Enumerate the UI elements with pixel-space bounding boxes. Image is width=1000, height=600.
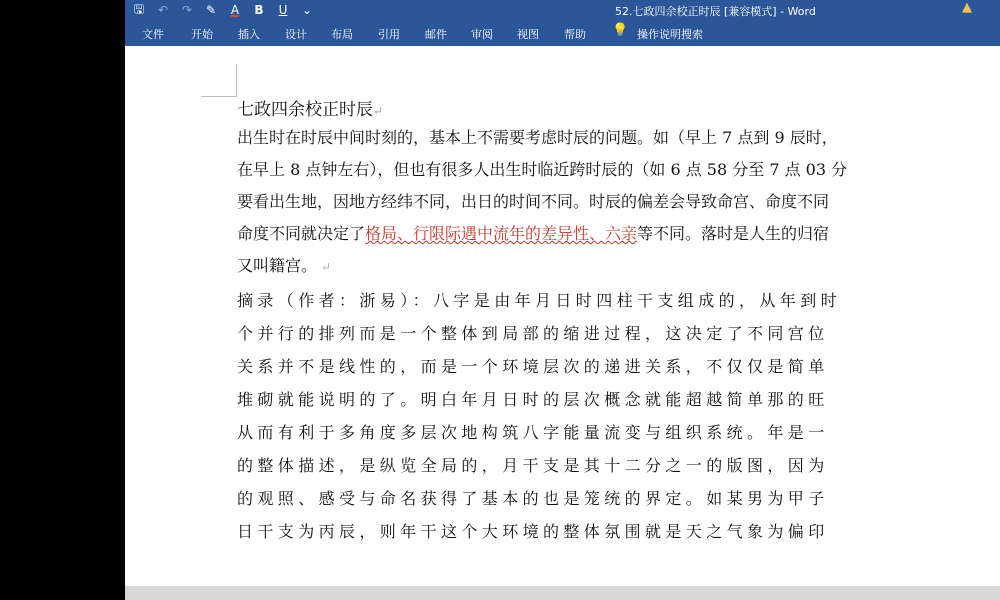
text-run: 命度不同就决定了 bbox=[237, 224, 366, 243]
word-window bbox=[125, 0, 1000, 600]
tab-7[interactable]: 审阅 bbox=[471, 28, 493, 41]
paragraph-1-line bbox=[237, 186, 1000, 218]
paragraph-2-line: 从而有利于多角度多层次地构筑八字能量流变与组织系统。年是一 bbox=[237, 423, 829, 442]
tab-4[interactable]: 布局 bbox=[331, 28, 353, 41]
margin-mark-vertical bbox=[236, 64, 237, 96]
text-run: 又叫籍宫。 bbox=[237, 256, 318, 275]
redo-icon[interactable]: ↷ bbox=[181, 3, 193, 17]
paragraph-1-line bbox=[237, 122, 1000, 154]
underline-icon[interactable]: U bbox=[278, 3, 288, 17]
quick-access-toolbar bbox=[133, 0, 313, 20]
format-painter-icon[interactable]: ✎ bbox=[205, 3, 217, 17]
tab-2[interactable]: 插入 bbox=[238, 28, 260, 41]
paragraph-1-line bbox=[237, 250, 1000, 282]
paragraph-2-line: 摘录（作者：浙易）：八字是由年月日时四柱干支组成的，从年到时 bbox=[237, 291, 842, 310]
document-page[interactable] bbox=[125, 46, 1000, 586]
text-run: 要看出生地，因地方经纬不同，出日的时间不同。时辰的偏差会导致命宫、命度不同 bbox=[237, 192, 830, 211]
tab-3[interactable]: 设计 bbox=[285, 28, 307, 41]
text-run: 出生时在时辰中间时刻的，基本上不需要考虑时辰的问题。如（早上 7 点到 9 辰时， bbox=[237, 128, 838, 147]
title-bar bbox=[125, 0, 1000, 20]
highlighted-text: 格局、行限际遇中流年的差异性、六亲 bbox=[365, 224, 638, 243]
save-icon[interactable]: 🖫 bbox=[133, 1, 145, 16]
tell-me-search[interactable]: 操作说明搜索 bbox=[637, 28, 703, 41]
document-title: 52.七政四余校正时辰 [兼容模式] - Word bbox=[615, 5, 816, 18]
font-color-icon[interactable]: A bbox=[230, 3, 240, 17]
lightbulb-icon: 💡 bbox=[612, 23, 629, 38]
document-body[interactable] bbox=[237, 98, 1000, 548]
paragraph-2-line: 的观照、感受与命名获得了基本的也是笼统的界定。如某男为甲子 bbox=[237, 489, 829, 508]
tab-8[interactable]: 视图 bbox=[517, 28, 539, 41]
text-run: 在早上 8 点钟左右），但也有很多人出生时临近跨时辰的（如 6 点 58 分至 7 点 03 分 bbox=[237, 160, 848, 179]
tab-6[interactable]: 邮件 bbox=[425, 28, 447, 41]
bold-icon[interactable]: B bbox=[254, 3, 264, 17]
text-run: 等不同。落时是人生的归宿 bbox=[637, 224, 830, 243]
undo-icon[interactable]: ↶ bbox=[157, 3, 169, 17]
paragraph-2-line: 关系并不是线性的，而是一个环境层次的递进关系，不仅仅是简单 bbox=[237, 357, 829, 376]
paragraph-1-line bbox=[237, 218, 1000, 250]
paragraph-2-line: 个并行的排列而是一个整体到局部的缩进过程，这决定了不同宫位 bbox=[237, 324, 829, 343]
heading-text: 七政四余校正时辰 bbox=[237, 100, 373, 120]
paragraph-mark: ↵ bbox=[373, 104, 384, 118]
ribbon-tabs bbox=[125, 20, 1000, 46]
tab-0[interactable]: 文件 bbox=[142, 28, 164, 41]
paragraph-2-line: 的整体描述，是纵览全局的，月干支是其十二分之一的版图，因为 bbox=[237, 456, 829, 475]
paragraph-1-line bbox=[237, 154, 1000, 186]
document-heading bbox=[237, 98, 1000, 122]
tab-5[interactable]: 引用 bbox=[378, 28, 400, 41]
tab-9[interactable]: 帮助 bbox=[564, 28, 586, 41]
paragraph-2-line: 堆砌就能说明的了。明白年月日时的层次概念就能超越简单那的旺 bbox=[237, 390, 829, 409]
margin-mark-horizontal bbox=[201, 96, 237, 97]
page-gap bbox=[125, 586, 1000, 600]
tab-1[interactable]: 开始 bbox=[191, 28, 213, 41]
customize-qat-icon[interactable]: ⌄ bbox=[301, 3, 313, 17]
warning-icon[interactable]: ▲ bbox=[962, 0, 972, 15]
paragraph-2-line: 日干支为丙辰，则年干这个大环境的整体氛围就是天之气象为偏印 bbox=[237, 522, 829, 541]
paragraph-mark: ↵ bbox=[317, 260, 331, 274]
